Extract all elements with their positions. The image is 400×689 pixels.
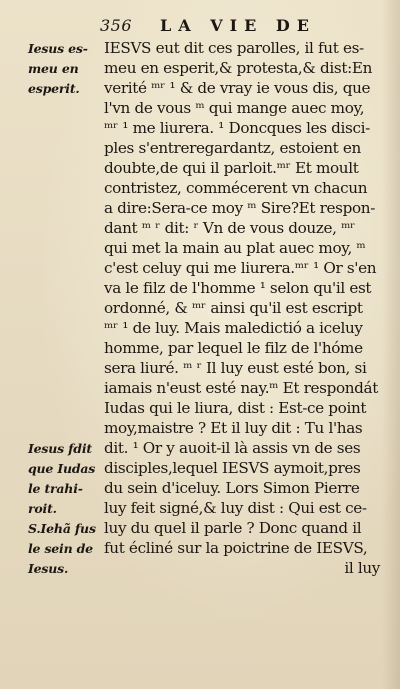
margin-note: le trahi- (28, 481, 83, 496)
margin-note: le sein de (28, 541, 93, 556)
text-line: luy du quel il parle ? Donc quand il (104, 519, 362, 537)
margin-note: Iesus. (28, 561, 69, 576)
margin-note: Iesus fdit (28, 441, 92, 456)
body-text (104, 38, 386, 578)
text-line: Iudas qui le liura, dist : Est-ce point (104, 399, 367, 417)
text-line: contristez, commécerent vn chacun (104, 179, 368, 197)
text-line: a dire:Sera-ce moy ᵐ Sire?Et respon- (104, 199, 375, 217)
text-line: qui met la main au plat auec moy, ᵐ (104, 239, 366, 257)
text-line: ordonné, & ᵐʳ ainsi qu'il est escript (104, 299, 363, 317)
text-line: verité ᵐʳ ¹ & de vray ie vous dis, que (104, 79, 371, 97)
text-line: du sein d'iceluy. Lors Simon Pierre (104, 479, 360, 497)
text-line: va le filz de l'homme ¹ selon qu'il est (104, 279, 372, 297)
text-line: homme, par lequel le filz de l'hóme (104, 339, 363, 357)
text-line: dant ᵐ ʳ dit: ʳ Vn de vous douze, ᵐʳ (104, 219, 355, 237)
text-line: moy,maistre ? Et il luy dit : Tu l'has (104, 419, 363, 437)
margin-note: S.Iehã fus (28, 521, 96, 536)
text-line: disciples,lequel IESVS aymoit,pres (104, 459, 361, 477)
margin-note: esperit. (28, 81, 80, 96)
text-line: ples s'entreregardantz, estoient en (104, 139, 361, 157)
margin-note: Iesus es- (28, 41, 88, 56)
text-line: IESVS eut dit ces parolles, il fut es- (104, 39, 364, 57)
text-line: c'est celuy qui me liurera.ᵐʳ ¹ Or s'en (104, 259, 377, 277)
text-line: luy feit signé,& luy dist : Qui est ce- (104, 499, 367, 517)
margin-note: meu en (28, 61, 79, 76)
margin-note: que Iudas (28, 461, 96, 476)
text-line: iamais n'eust esté nay.ᵐ Et respondát (104, 379, 379, 397)
text-line: dit. ¹ Or y auoit-il là assis vn de ses (104, 439, 361, 457)
text-line: il luy (344, 559, 380, 577)
text-line: sera liuré. ᵐ ʳ Il luy eust esté bon, si (104, 359, 367, 377)
text-line: ᵐʳ ¹ me liurera. ¹ Doncques les disci- (104, 119, 370, 137)
running-title: LA VIE DE (160, 16, 316, 35)
page-header (100, 14, 380, 38)
text-line: l'vn de vous ᵐ qui mange auec moy, (104, 99, 365, 117)
text-line: fut écliné sur la poictrine de IESVS, (104, 539, 368, 557)
text-line: doubte,de qui il parloit.ᵐʳ Et moult (104, 159, 359, 177)
text-line: meu en esperit,& protesta,& dist:En (104, 59, 373, 77)
margin-note: roit. (28, 501, 57, 516)
page-number: 356 (100, 16, 133, 35)
text-line: ᵐʳ ¹ de luy. Mais maledictió a iceluy (104, 319, 363, 337)
